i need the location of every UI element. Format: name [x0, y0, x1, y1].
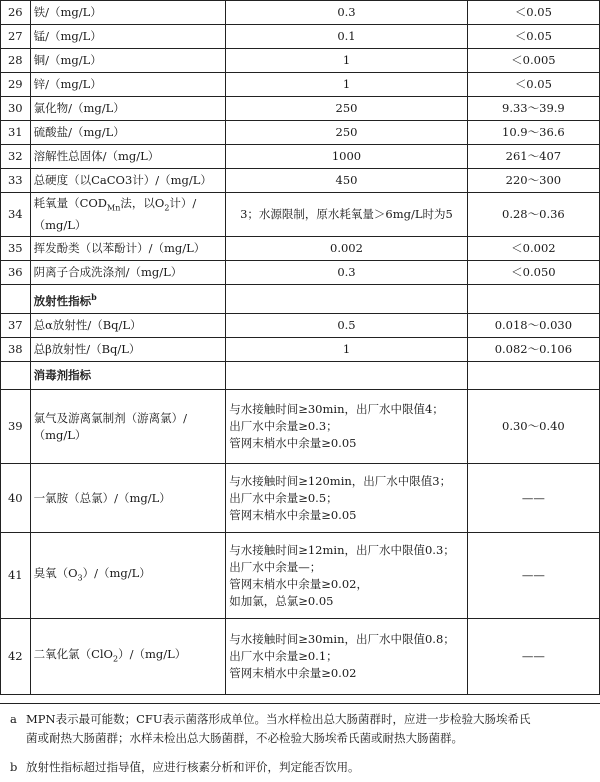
name-part: 法，以O [120, 196, 165, 211]
footnote-mark: b [10, 760, 18, 774]
footnote-b [10, 758, 596, 777]
limit-value: 1000 [226, 145, 468, 169]
row-number: 40 [1, 464, 31, 533]
indicator-name: 挥发酚类（以苯酚计）/（mg/L） [30, 237, 226, 261]
footnote-mark: b [91, 291, 97, 302]
limit-value: 250 [226, 121, 468, 145]
measured-range: 0.018～0.030 [467, 314, 599, 338]
row-number: 33 [1, 169, 31, 193]
table-row [1, 237, 600, 261]
row-number: 29 [1, 73, 31, 97]
section-row-disinfectant [1, 362, 600, 390]
empty-cell [226, 285, 468, 314]
table-row [1, 49, 600, 73]
table-row [1, 169, 600, 193]
empty-cell [226, 362, 468, 390]
measured-range: ＜0.050 [467, 261, 599, 285]
name-part: 计）/ [169, 196, 197, 211]
table-row [1, 533, 600, 619]
row-number: 41 [1, 533, 31, 619]
measured-range: 0.082～0.106 [467, 338, 599, 362]
table-row [1, 145, 600, 169]
limit-value: 0.3 [226, 261, 468, 285]
table-row [1, 73, 600, 97]
indicator-name: 氯化物/（mg/L） [30, 97, 226, 121]
row-number: 27 [1, 25, 31, 49]
limit-value: 与水接触时间≥12min，出厂水中限值0.3； 出厂水中余量—； 管网末梢水中余量≥0.02， 如加氯，总氯≥0.05 [226, 533, 468, 619]
measured-range: 10.9～36.6 [467, 121, 599, 145]
row-number: 32 [1, 145, 31, 169]
empty-cell [467, 362, 599, 390]
empty-cell [467, 285, 599, 314]
indicator-name: 溶解性总固体/（mg/L） [30, 145, 226, 169]
measured-range: ＜0.05 [467, 73, 599, 97]
section-heading: 放射性指标$^b$ [30, 285, 226, 314]
limit-value: 0.5 [226, 314, 468, 338]
indicator-name: 铁/（mg/L） [30, 1, 226, 25]
row-number: 34 [1, 193, 31, 237]
row-number: 31 [1, 121, 31, 145]
table-row [1, 464, 600, 533]
indicator-name: 总硬度（以CaCO3计）/（mg/L） [30, 169, 226, 193]
section-heading: 消毒剂指标 [30, 362, 226, 390]
table-row [1, 97, 600, 121]
table-row [1, 314, 600, 338]
measured-range: —— [467, 464, 599, 533]
indicator-name: 氯气及游离氯制剂（游离氯）/ （mg/L） [30, 390, 226, 464]
footnote-a [10, 710, 596, 748]
row-number: 28 [1, 49, 31, 73]
table-row [1, 193, 600, 237]
name-unit: （mg/L） [33, 217, 87, 232]
indicator-name: 总α放射性/（Bq/L） [30, 314, 226, 338]
table-row [1, 1, 600, 25]
limit-value: 与水接触时间≥30min，出厂水中限值4； 出厂水中余量≥0.3； 管网末梢水中余量≥0.05 [226, 390, 468, 464]
indicator-name: 铜/（mg/L） [30, 49, 226, 73]
name-part: 耗氧量（COD [33, 196, 108, 211]
table-row [1, 338, 600, 362]
indicator-name: 总β放射性/（Bq/L） [30, 338, 226, 362]
row-number: 26 [1, 1, 31, 25]
limit-value: 0.002 [226, 237, 468, 261]
subscript: 3 [77, 573, 83, 583]
indicator-name: 锰/（mg/L） [30, 25, 226, 49]
table-row [1, 390, 600, 464]
table-row [1, 121, 600, 145]
limit-value: 与水接触时间≥120min，出厂水中限值3； 出厂水中余量≥0.5； 管网末梢水中余量≥0.05 [226, 464, 468, 533]
limit-value: 3；水源限制，原水耗氧量＞6mg/L时为5 [226, 193, 468, 237]
row-number: 38 [1, 338, 31, 362]
limit-value: 0.1 [226, 25, 468, 49]
footnote-text: 菌或耐热大肠菌群；水样未检出总大肠菌群，不必检验大肠埃希氏菌或耐热大肠菌群。 [26, 731, 463, 745]
indicator-name: 锌/（mg/L） [30, 73, 226, 97]
subscript: 2 [164, 203, 170, 213]
indicator-name: 阴离子合成洗涤剂/（mg/L） [30, 261, 226, 285]
measured-range: —— [467, 533, 599, 619]
row-number: 39 [1, 390, 31, 464]
footnote-text: MPN表示最可能数；CFU表示菌落形成单位。当水样检出总大肠菌群时，应进一步检验大肠埃希氏 [26, 712, 531, 726]
limit-value: 与水接触时间≥30min，出厂水中限值0.8； 出厂水中余量≥0.1； 管网末梢水中余量≥0.02 [226, 619, 468, 695]
measured-range: 0.30～0.40 [467, 390, 599, 464]
subscript: Mn [107, 203, 121, 213]
table-row [1, 619, 600, 695]
indicator-name [30, 193, 226, 237]
row-number: 30 [1, 97, 31, 121]
measured-range: ＜0.005 [467, 49, 599, 73]
indicator-name: 硫酸盐/（mg/L） [30, 121, 226, 145]
indicator-name: 臭氧$(O_3)/(mg/L)$ [30, 533, 226, 619]
measured-range: 261～407 [467, 145, 599, 169]
empty-cell [1, 362, 31, 390]
limit-value: 1 [226, 73, 468, 97]
limit-value: 0.3 [226, 1, 468, 25]
measured-range: ＜0.05 [467, 25, 599, 49]
table-row [1, 25, 600, 49]
indicator-name: 一氯胺（总氯）/（mg/L） [30, 464, 226, 533]
measured-range: ＜0.002 [467, 237, 599, 261]
row-number: 36 [1, 261, 31, 285]
limit-value: 450 [226, 169, 468, 193]
limit-value: 250 [226, 97, 468, 121]
limit-value: 1 [226, 49, 468, 73]
measured-range: 220～300 [467, 169, 599, 193]
empty-cell [1, 285, 31, 314]
row-number: 37 [1, 314, 31, 338]
indicator-name: 二氧化氯（ClO$_2$）/（mg/L） [30, 619, 226, 695]
measured-range: 0.28～0.36 [467, 193, 599, 237]
measured-range: 9.33～39.9 [467, 97, 599, 121]
footnotes [0, 703, 600, 782]
row-number: 35 [1, 237, 31, 261]
measured-range: —— [467, 619, 599, 695]
row-number: 42 [1, 619, 31, 695]
table-row [1, 261, 600, 285]
limit-value: 1 [226, 338, 468, 362]
footnote-text: 放射性指标超过指导值，应进行核素分析和评价，判定能否饮用。 [26, 760, 360, 774]
measured-range: ＜0.05 [467, 1, 599, 25]
footnote-mark: a [10, 712, 17, 726]
section-row-radioactivity [1, 285, 600, 314]
subscript: 2 [112, 654, 119, 664]
